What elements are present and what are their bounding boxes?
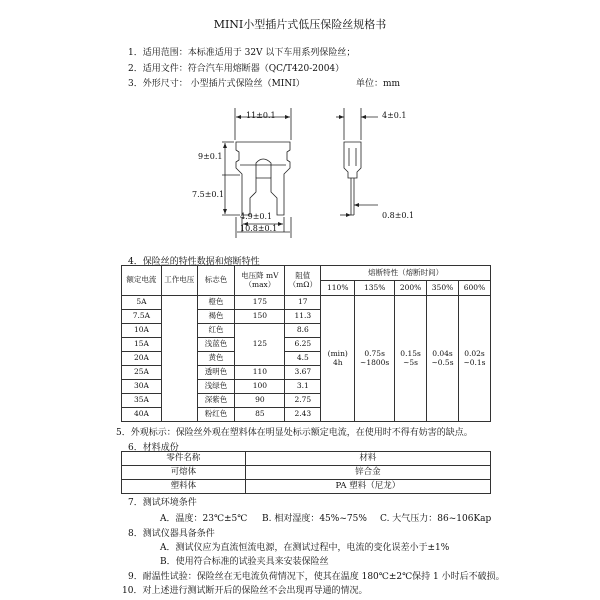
cell-current: 40A bbox=[122, 408, 162, 422]
section7-pressure: C. 大气压力：86~106Kap bbox=[380, 514, 492, 524]
cell-current: 7.5A bbox=[122, 310, 162, 324]
fuse-spec-table bbox=[121, 265, 491, 422]
materials-header-part: 零件名称 bbox=[122, 452, 246, 466]
cell-current: 10A bbox=[122, 324, 162, 338]
header-rated-current: 额定电流 bbox=[122, 266, 162, 296]
section9-text: 9．耐温性试验：保险丝在无电流负荷情况下，使其在温度 180℃±2℃保持 1 小时后不破损。 bbox=[128, 572, 505, 582]
section7-humidity: B. 相对湿度：45%~75% bbox=[262, 514, 367, 524]
section5-text: 5．外观标示：保险丝外观在塑料体在明显处标示额定电流，在使用时不得有妨害的缺点。 bbox=[116, 428, 473, 438]
cell-current: 25A bbox=[122, 366, 162, 380]
cell-current: 20A bbox=[122, 352, 162, 366]
fusing-200: 0.15s ~5s bbox=[395, 296, 427, 422]
cell-res: 2.43 bbox=[285, 408, 321, 422]
fusing-135: 0.75s ~1800s bbox=[355, 296, 395, 422]
materials-material: PA 塑料（尼龙） bbox=[245, 480, 490, 494]
dim-total-width: 10.8±0.1 bbox=[240, 224, 278, 233]
fusing-110: (min) 4h bbox=[321, 296, 355, 422]
materials-part: 可熔体 bbox=[122, 466, 246, 480]
cell-res: 6.25 bbox=[285, 338, 321, 352]
cell-drop: 90 bbox=[235, 394, 285, 408]
section6-heading: 6．材料成份 bbox=[128, 443, 179, 453]
header-600: 600% bbox=[458, 281, 490, 296]
cell-drop: 110 bbox=[235, 366, 285, 380]
cell-color: 浅蓝色 bbox=[197, 338, 235, 352]
cell-res: 4.5 bbox=[285, 352, 321, 366]
dim-leg-height: 7.5±0.1 bbox=[192, 190, 225, 199]
section8-heading: 8．测试仪器具备条件 bbox=[128, 529, 215, 539]
section7-heading: 7．测试环境条件 bbox=[128, 498, 197, 508]
header-voltage-drop: 电压降 mV（max） bbox=[235, 266, 285, 296]
cell-res: 3.1 bbox=[285, 380, 321, 394]
cell-color: 褐色 bbox=[197, 310, 235, 324]
cell-color: 透明色 bbox=[197, 366, 235, 380]
dim-thickness: 4±0.1 bbox=[382, 111, 407, 120]
cell-drop: 100 bbox=[235, 380, 285, 394]
cell-current: 15A bbox=[122, 338, 162, 352]
cell-color: 红色 bbox=[197, 324, 235, 338]
header-fusing: 熔断特性（熔断时间） bbox=[321, 266, 491, 281]
materials-table bbox=[121, 451, 491, 494]
cell-drop: 175 bbox=[235, 296, 285, 310]
cell-color: 黄色 bbox=[197, 352, 235, 366]
cell-res: 17 bbox=[285, 296, 321, 310]
header-200: 200% bbox=[395, 281, 427, 296]
intro-line-1: 1．适用范围：本标准适用于 32V 以下车用系列保险丝； bbox=[128, 48, 356, 58]
cell-color: 橙色 bbox=[197, 296, 235, 310]
cell-drop: 150 bbox=[235, 310, 285, 324]
section4-heading: 4．保险丝的特性数据和熔断特性 bbox=[128, 257, 260, 267]
cell-color: 浅绿色 bbox=[197, 380, 235, 394]
header-working-voltage: 工作电压 bbox=[161, 266, 197, 296]
dim-width: 11±0.1 bbox=[246, 111, 276, 120]
cell-color: 深紫色 bbox=[197, 394, 235, 408]
cell-voltage bbox=[161, 296, 197, 422]
intro-line-2: 2．适用文件：符合汽车用熔断器（QC/T420-2004） bbox=[128, 64, 345, 74]
section7-temperature: A．温度：23℃±5℃ bbox=[160, 514, 248, 524]
section8-b: B．使用符合标准的试验夹具来安装保险丝 bbox=[160, 557, 329, 567]
unit-label: 单位：mm bbox=[356, 79, 401, 89]
section10-text: 10．对上述进行测试断开后的保险丝不会出现再导通的情况。 bbox=[122, 586, 368, 596]
cell-drop: 125 bbox=[235, 324, 285, 366]
header-color: 标志色 bbox=[197, 266, 235, 296]
cell-current: 35A bbox=[122, 394, 162, 408]
cell-res: 3.67 bbox=[285, 366, 321, 380]
dim-blade-thickness: 0.8±0.1 bbox=[382, 211, 415, 220]
cell-res: 2.75 bbox=[285, 394, 321, 408]
cell-current: 30A bbox=[122, 380, 162, 394]
cell-drop: 85 bbox=[235, 408, 285, 422]
materials-material: 锌合金 bbox=[245, 466, 490, 480]
header-110: 110% bbox=[321, 281, 355, 296]
materials-part: 塑料体 bbox=[122, 480, 246, 494]
cell-res: 8.6 bbox=[285, 324, 321, 338]
intro-line-3: 3．外形尺寸： 小型插片式保险丝（MINI） bbox=[128, 79, 305, 89]
fusing-600: 0.02s ~0.1s bbox=[458, 296, 490, 422]
header-350: 350% bbox=[427, 281, 459, 296]
page-title: MINI小型插片式低压保险丝规格书 bbox=[213, 18, 387, 31]
cell-res: 11.3 bbox=[285, 310, 321, 324]
cell-color: 粉红色 bbox=[197, 408, 235, 422]
header-resistance: 阻值（mΩ） bbox=[285, 266, 321, 296]
section8-a: A．测试仪应为直流恒流电源，在测试过程中，电流的变化误差小于±1% bbox=[160, 543, 450, 553]
fusing-350: 0.04s ~0.5s bbox=[427, 296, 459, 422]
dim-leg-span: 4.9±0.1 bbox=[240, 212, 273, 221]
dim-top-height: 9±0.1 bbox=[198, 152, 223, 161]
materials-header-material: 材料 bbox=[245, 452, 490, 466]
cell-current: 5A bbox=[122, 296, 162, 310]
header-135: 135% bbox=[355, 281, 395, 296]
